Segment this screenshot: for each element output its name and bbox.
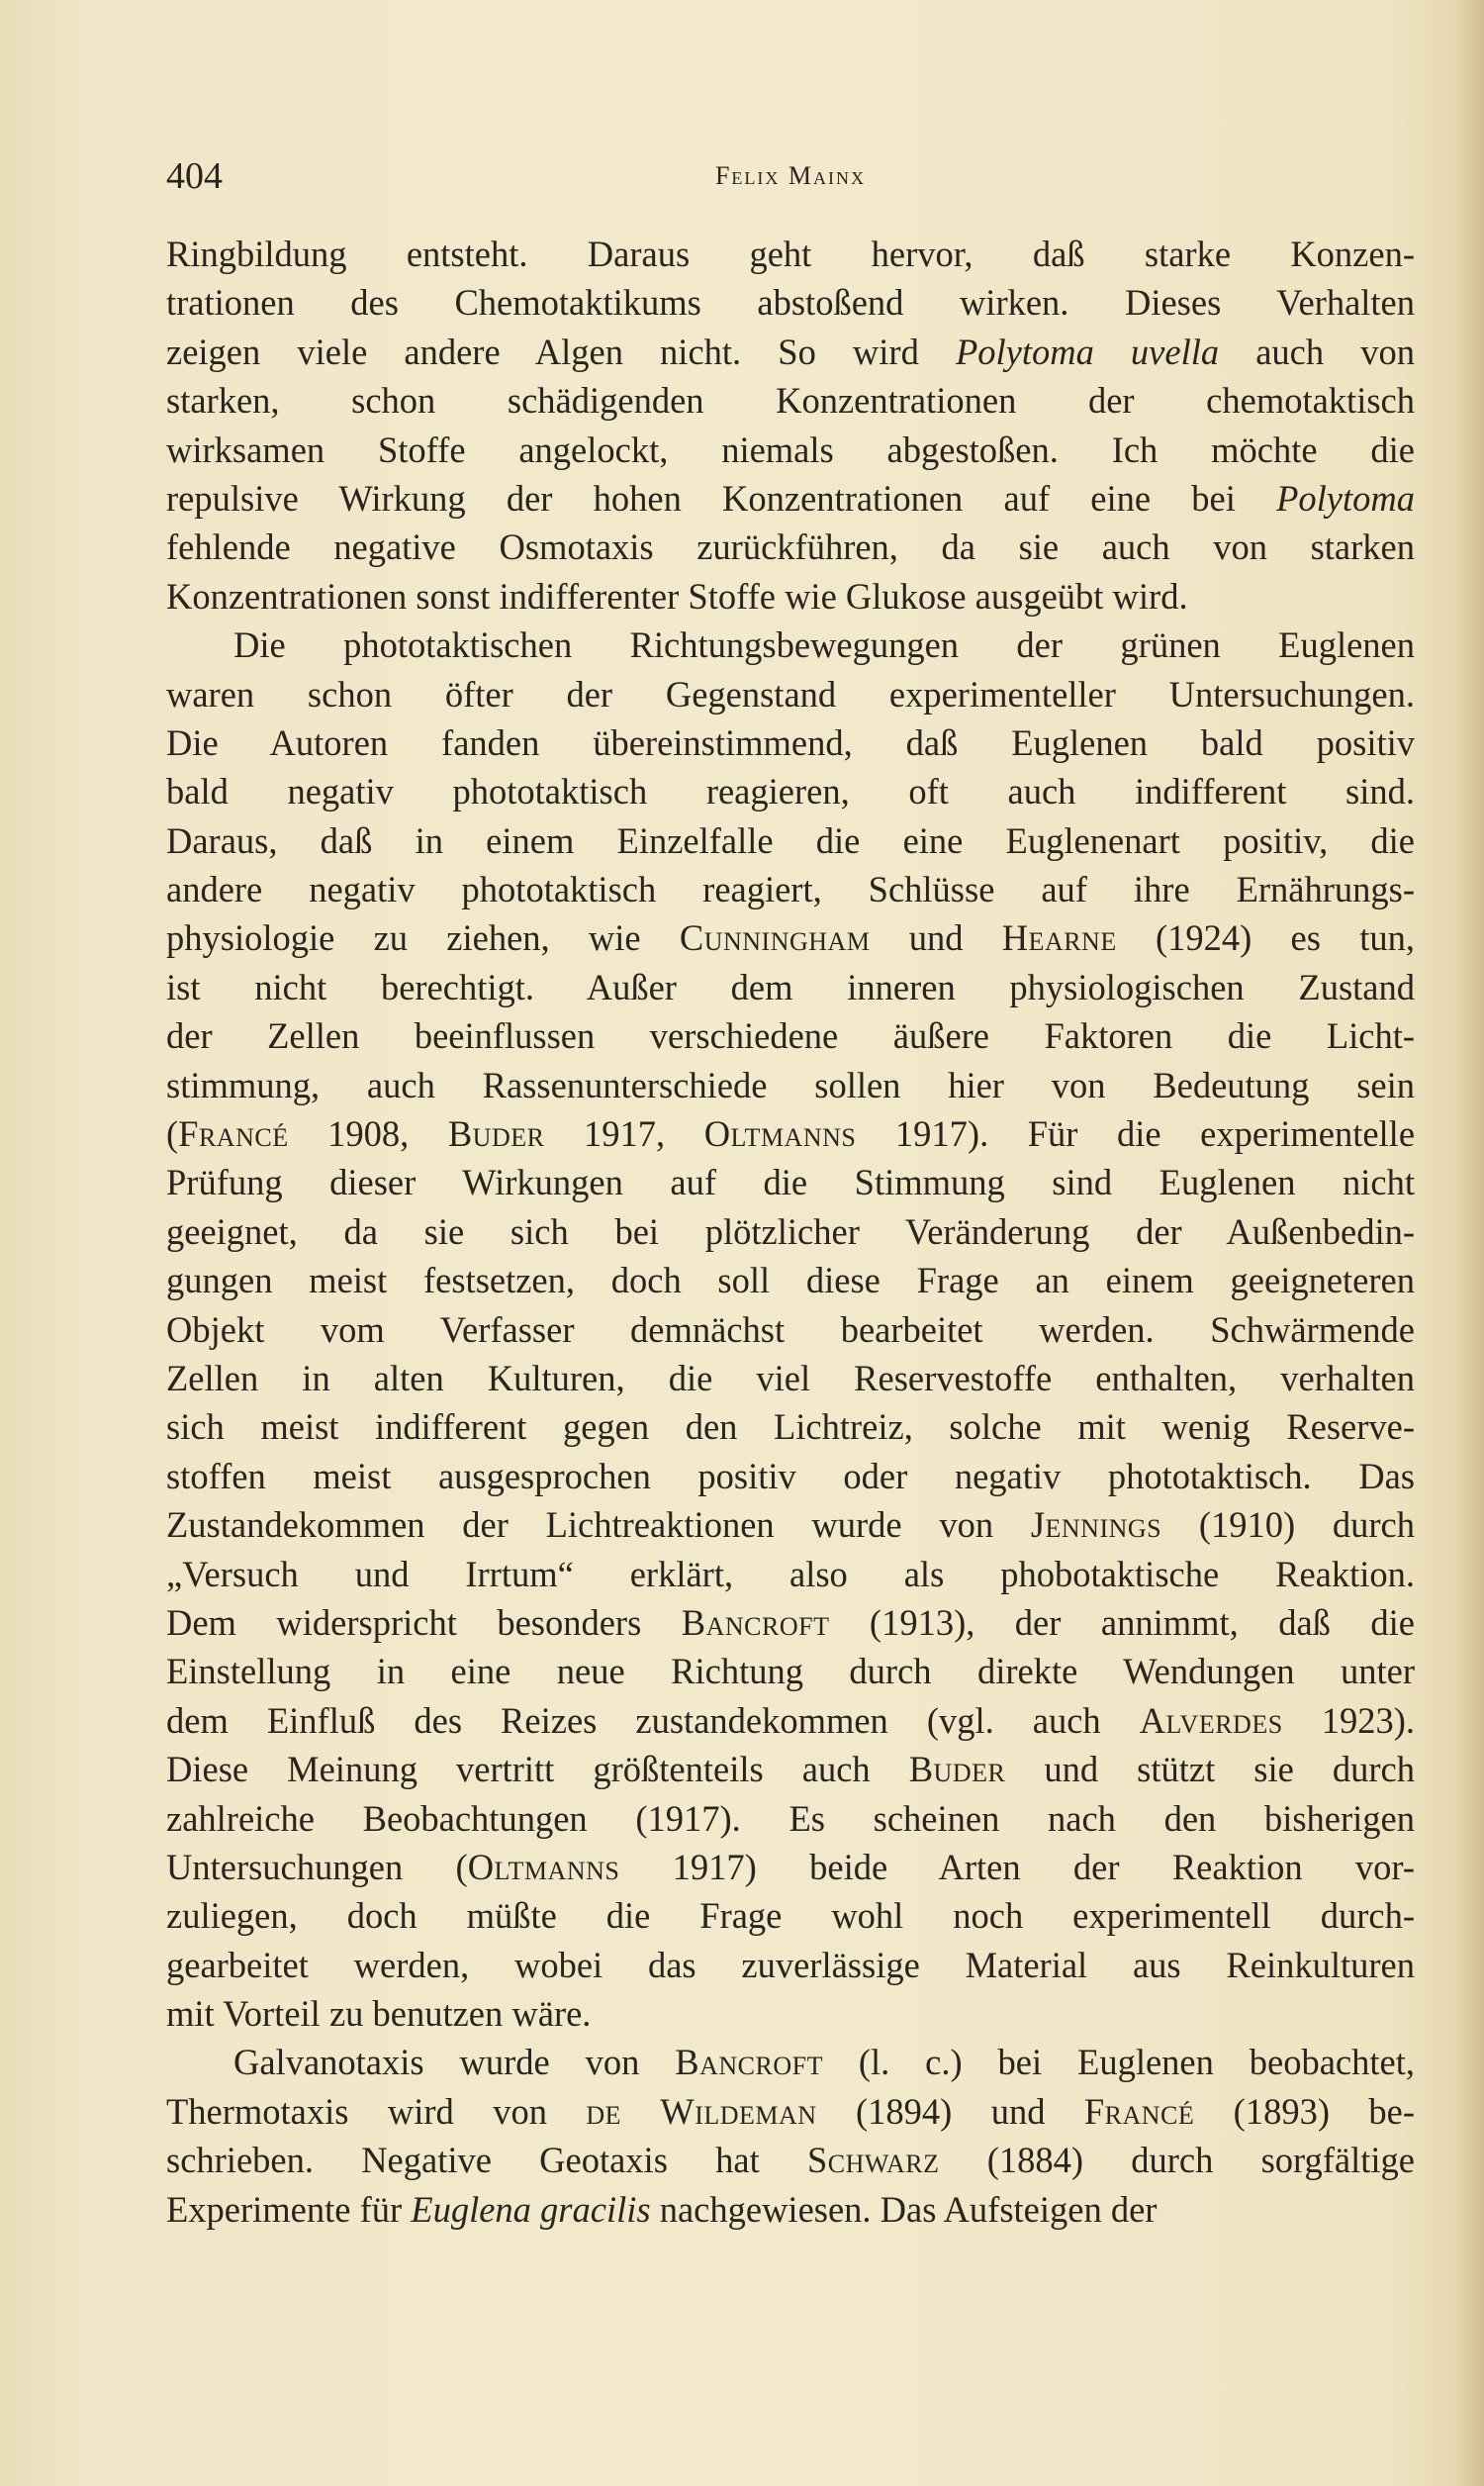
text-run: der Zellen beeinflussen verschiedene äußere Faktoren die Licht- [166,1015,1415,1057]
text-run: ( [166,1113,179,1155]
text-run: repulsive Wirkung der hohen Konzentrationen auf eine bei [166,477,1277,519]
author-name: Francé [1083,2090,1195,2132]
text-run: (1913), der annimmt, daß die [829,1601,1415,1643]
text-line [166,621,1415,669]
author-name: Bancroft [681,1601,830,1643]
text-line [166,1745,1415,1793]
author-name: de Wildeman [586,2090,817,2132]
text-run: zeigen viele andere Algen nicht. So wird [166,331,956,372]
text-line [166,1696,1415,1745]
author-name: Oltmanns [467,1846,620,1887]
text-run: Thermotaxis wird von [166,2090,587,2132]
paragraph [166,621,1415,2038]
text-run: 1923). [1282,1699,1415,1741]
text-line [166,1158,1415,1206]
running-head: Felix Mainx [714,161,867,190]
text-run: gearbeitet werden, wobei das zuverlässige Material aus Reinkulturen [166,1944,1415,1985]
text-run: Konzentrationen sonst indifferenter Stoffe wie Glukose ausgeübt wird. [166,575,1188,617]
text-run: starken, schon schädigenden Konzentrationen der chemotaktisch [166,380,1415,422]
text-line [166,670,1415,718]
text-run: gungen meist festsetzen, doch soll diese Frage an einem geeigneteren [166,1260,1415,1301]
author-name: Bancroft [675,2042,823,2083]
text-run: waren schon öfter der Gegenstand experimenteller Untersuchungen. [166,673,1415,715]
text-run: ist nicht berechtigt. Außer dem inneren physiologischen Zustand [166,966,1415,1007]
text-line [166,376,1415,425]
text-line [166,474,1415,523]
text-run: auch von [1219,331,1415,372]
text-line [166,572,1415,621]
body-text [166,230,1415,2234]
text-run: physiologie zu ziehen, wie [166,917,680,959]
text-line [166,1256,1415,1304]
text-run: Ringbildung entsteht. Daraus geht hervor, daß starke Konzen- [166,234,1415,274]
text-line [166,1598,1415,1647]
text-run: 1908, [288,1113,448,1155]
text-run: mit Vorteil zu benutzen wäre. [166,1993,592,2035]
author-name: Schwarz [806,2140,940,2181]
text-run: stimmung, auch Rassenunterschiede sollen hier von Bedeutung sein [166,1064,1415,1105]
text-line [166,2087,1415,2136]
text-run: sich meist indifferent gegen den Lichtreiz, solche mit wenig Reserve- [166,1406,1415,1448]
text-run: wirksamen Stoffe angelockt, niemals abgestoßen. Ich möchte die [166,429,1415,470]
text-run: Zellen in alten Kulturen, die viel Reservestoffe enthalten, verhalten [166,1357,1415,1398]
text-run: Zustandekommen der Lichtreaktionen wurde von [166,1504,1031,1546]
text-line [166,278,1415,327]
text-run: 1917). Für die experimentelle [856,1113,1416,1155]
text-run: schrieben. Negative Geotaxis hat [166,2140,807,2181]
text-run: Einstellung in eine neue Richtung durch direkte Wendungen unter [166,1651,1415,1692]
text-line [166,767,1415,815]
text-run: 1917) beide Arten der Reaktion vor- [619,1846,1415,1887]
text-line [166,2185,1415,2234]
text-run: (1910) durch [1161,1504,1415,1546]
text-run: trationen des Chemotaktikums abstoßend wirken. Dieses Verhalten [166,282,1415,324]
text-line [166,1500,1415,1549]
text-run: Daraus, daß in einem Einzelfalle die eine Euglenenart positiv, die [166,819,1415,861]
text-run: Die phototaktischen Richtungsbewegungen der grünen Euglenen [233,624,1415,666]
text-run: zuliegen, doch müßte die Frage wohl noch experimentell durch- [166,1895,1415,1937]
species-name: Euglena gracilis [411,2188,651,2230]
text-line [166,1402,1415,1451]
text-run: Die Autoren fanden übereinstimmend, daß Euglenen bald positiv [166,721,1415,763]
text-line [166,913,1415,962]
text-line [166,2038,1415,2086]
paragraph [166,230,1415,621]
author-name: Hearne [1001,917,1117,959]
text-line [166,1109,1415,1158]
text-run: (l. c.) bei Euglenen beobachtet, [822,2042,1415,2083]
text-line [166,1941,1415,1989]
text-run: Experimente für [166,2188,412,2230]
text-line [166,328,1415,376]
text-run: Objekt vom Verfasser demnächst bearbeitet werden. Schwärmende [166,1308,1415,1350]
text-run: „Versuch und Irrtum“ erklärt, also als phobotaktische Reaktion. [166,1553,1415,1594]
paragraph [166,2038,1415,2234]
text-run: geeignet, da sie sich bei plötzlicher Veränderung der Außenbedin- [166,1210,1415,1252]
page-edge-shadow [1454,0,1484,2486]
text-run: 1917, [544,1113,704,1155]
text-run: Diese Meinung vertritt größtenteils auch [166,1749,909,1790]
text-line [166,1207,1415,1256]
text-line [166,1550,1415,1598]
text-line [166,963,1415,1011]
text-line [166,1011,1415,1060]
text-run: nachgewiesen. Das Aufsteigen der [650,2188,1158,2230]
text-run: zahlreiche Beobachtungen (1917). Es scheinen nach den bisherigen [166,1797,1415,1839]
text-line [166,1061,1415,1109]
text-run: (1893) be- [1194,2090,1416,2132]
page-header [166,146,1415,206]
author-name: Oltmanns [703,1113,857,1155]
text-run: Dem widerspricht besonders [166,1601,682,1643]
text-run: (1924) es tun, [1116,917,1415,959]
text-run: Galvanotaxis wurde von [233,2042,676,2083]
text-line [166,1794,1415,1843]
text-line [166,1891,1415,1940]
text-line [166,2136,1415,2184]
text-run: stoffen meist ausgesprochen positiv oder negativ phototaktisch. Das [166,1455,1415,1496]
text-line [166,426,1415,474]
author-name: Jennings [1030,1504,1162,1546]
text-run: Untersuchungen ( [166,1846,468,1887]
text-run: und [870,917,1002,959]
text-line [166,816,1415,865]
text-line [166,1305,1415,1354]
page-number: 404 [166,155,223,197]
text-line [166,1647,1415,1695]
author-name: Buder [908,1749,1006,1790]
author-name: Buder [447,1113,545,1155]
text-run: bald negativ phototaktisch reagieren, oft auch indifferent sind. [166,771,1415,813]
text-run: und stützt sie durch [1005,1749,1416,1790]
text-line [166,865,1415,913]
author-name: Alverdes [1139,1699,1283,1741]
text-run: andere negativ phototaktisch reagiert, Schlüsse auf ihre Ernährungs- [166,869,1415,910]
text-run: fehlende negative Osmotaxis zurückführen, da sie auch von starken [166,526,1415,568]
text-line [166,718,1415,767]
text-line [166,523,1415,571]
species-name: Polytoma [1276,477,1415,519]
text-run: Prüfung dieser Wirkungen auf die Stimmung sind Euglenen nicht [166,1162,1415,1203]
species-name: Polytoma uvella [955,331,1220,372]
text-run: dem Einfluß des Reizes zustandekommen (vgl. auch [166,1699,1140,1741]
author-name: Francé [178,1113,289,1155]
text-run: (1884) durch sorgfältige [939,2140,1416,2181]
text-run: (1894) und [816,2090,1084,2132]
text-line [166,1843,1415,1891]
text-line [166,1354,1415,1402]
text-line [166,1989,1415,2038]
author-name: Cunningham [679,917,871,959]
text-line [166,230,1415,278]
text-line [166,1452,1415,1500]
